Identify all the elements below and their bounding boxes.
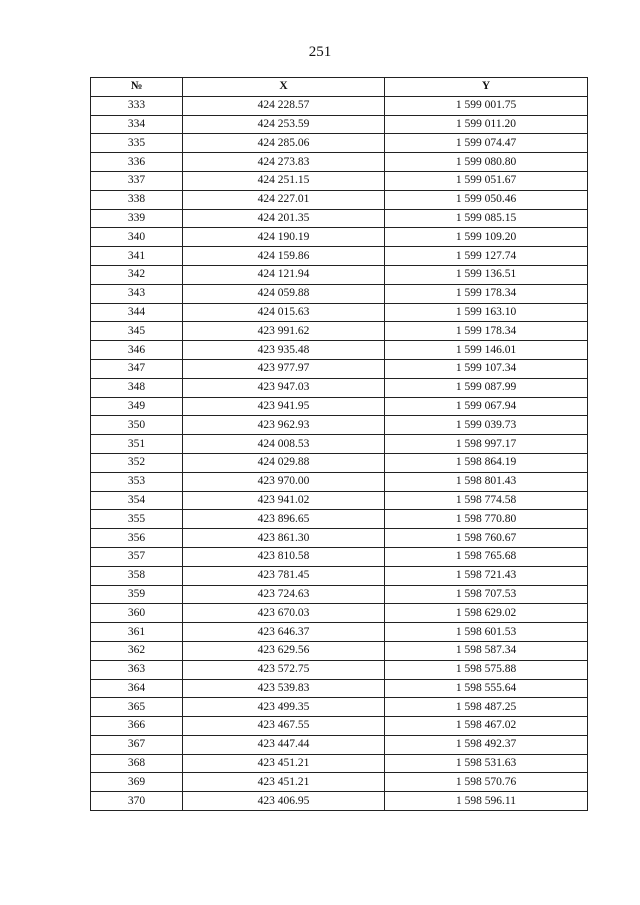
cell-number: 365 [91,698,183,717]
table-row [91,96,588,115]
cell-number: 347 [91,359,183,378]
cell-number: 353 [91,472,183,491]
table-row [91,604,588,623]
cell-number: 360 [91,604,183,623]
cell-x: 423 499.35 [183,698,385,717]
cell-x: 423 724.63 [183,585,385,604]
table-row [91,660,588,679]
cell-x: 423 962.93 [183,416,385,435]
cell-y: 1 599 136.51 [385,265,588,284]
table-row [91,115,588,134]
table-row [91,265,588,284]
cell-number: 368 [91,754,183,773]
cell-y: 1 599 039.73 [385,416,588,435]
cell-number: 341 [91,247,183,266]
cell-y: 1 598 707.53 [385,585,588,604]
cell-number: 370 [91,792,183,811]
cell-y: 1 598 531.63 [385,754,588,773]
cell-y: 1 599 163.10 [385,303,588,322]
table-row [91,641,588,660]
cell-number: 340 [91,228,183,247]
cell-y: 1 598 864.19 [385,453,588,472]
table-row [91,679,588,698]
table-row [91,153,588,172]
cell-number: 348 [91,378,183,397]
table-row [91,322,588,341]
cell-number: 350 [91,416,183,435]
table-row [91,754,588,773]
table-row [91,209,588,228]
cell-x: 423 947.03 [183,378,385,397]
table-row [91,585,588,604]
cell-y: 1 598 555.64 [385,679,588,698]
table-row [91,717,588,736]
cell-x: 423 467.55 [183,717,385,736]
table-row [91,566,588,585]
table-row [91,247,588,266]
cell-number: 355 [91,510,183,529]
cell-y: 1 598 601.53 [385,623,588,642]
cell-number: 345 [91,322,183,341]
cell-x: 424 121.94 [183,265,385,284]
table-row [91,510,588,529]
cell-y: 1 598 570.76 [385,773,588,792]
cell-y: 1 598 587.34 [385,641,588,660]
cell-y: 1 598 765.68 [385,547,588,566]
cell-x: 423 451.21 [183,773,385,792]
cell-x: 423 451.21 [183,754,385,773]
table-row [91,303,588,322]
cell-x: 423 977.97 [183,359,385,378]
cell-x: 423 941.02 [183,491,385,510]
table-row [91,529,588,548]
coordinates-table [90,77,588,811]
cell-number: 363 [91,660,183,679]
cell-number: 358 [91,566,183,585]
cell-x: 423 896.65 [183,510,385,529]
cell-number: 357 [91,547,183,566]
cell-number: 346 [91,341,183,360]
cell-x: 424 159.86 [183,247,385,266]
cell-number: 364 [91,679,183,698]
cell-y: 1 598 575.88 [385,660,588,679]
cell-number: 359 [91,585,183,604]
cell-y: 1 598 721.43 [385,566,588,585]
cell-y: 1 598 629.02 [385,604,588,623]
cell-y: 1 599 146.01 [385,341,588,360]
cell-y: 1 598 760.67 [385,529,588,548]
table-row [91,190,588,209]
cell-x: 424 227.01 [183,190,385,209]
table-row [91,378,588,397]
cell-y: 1 599 080.80 [385,153,588,172]
cell-y: 1 599 067.94 [385,397,588,416]
cell-y: 1 598 467.02 [385,717,588,736]
cell-x: 424 029.88 [183,453,385,472]
cell-number: 349 [91,397,183,416]
column-header-number: № [91,78,183,97]
table-row [91,228,588,247]
table-row [91,453,588,472]
cell-number: 356 [91,529,183,548]
cell-x: 424 285.06 [183,134,385,153]
cell-y: 1 598 774.58 [385,491,588,510]
page-number: 251 [308,44,332,60]
table-row [91,359,588,378]
cell-y: 1 599 051.67 [385,171,588,190]
cell-number: 369 [91,773,183,792]
table-row [91,416,588,435]
cell-x: 423 539.83 [183,679,385,698]
cell-y: 1 599 178.34 [385,284,588,303]
cell-x: 423 935.48 [183,341,385,360]
cell-y: 1 599 107.34 [385,359,588,378]
cell-number: 333 [91,96,183,115]
cell-number: 337 [91,171,183,190]
cell-y: 1 598 801.43 [385,472,588,491]
cell-x: 423 646.37 [183,623,385,642]
cell-y: 1 598 770.80 [385,510,588,529]
cell-x: 423 447.44 [183,735,385,754]
table-row [91,341,588,360]
cell-y: 1 599 178.34 [385,322,588,341]
cell-x: 424 015.63 [183,303,385,322]
cell-number: 334 [91,115,183,134]
cell-x: 424 059.88 [183,284,385,303]
cell-x: 423 970.00 [183,472,385,491]
table-row [91,284,588,303]
cell-x: 423 861.30 [183,529,385,548]
cell-x: 424 253.59 [183,115,385,134]
cell-number: 366 [91,717,183,736]
cell-number: 352 [91,453,183,472]
cell-number: 336 [91,153,183,172]
cell-x: 424 190.19 [183,228,385,247]
cell-number: 361 [91,623,183,642]
table-row [91,735,588,754]
cell-x: 423 406.95 [183,792,385,811]
table-row [91,171,588,190]
cell-x: 423 629.56 [183,641,385,660]
cell-y: 1 598 596.11 [385,792,588,811]
table-row [91,397,588,416]
table-row [91,547,588,566]
cell-number: 351 [91,435,183,454]
cell-x: 423 781.45 [183,566,385,585]
cell-x: 424 008.53 [183,435,385,454]
cell-x: 424 251.15 [183,171,385,190]
table-row [91,698,588,717]
cell-x: 423 572.75 [183,660,385,679]
cell-x: 424 273.83 [183,153,385,172]
column-header-y: Y [385,78,588,97]
cell-y: 1 599 011.20 [385,115,588,134]
cell-y: 1 598 997.17 [385,435,588,454]
column-header-x: X [183,78,385,97]
cell-x: 423 670.03 [183,604,385,623]
cell-y: 1 599 087.99 [385,378,588,397]
table-row [91,773,588,792]
cell-number: 339 [91,209,183,228]
cell-number: 335 [91,134,183,153]
cell-y: 1 599 074.47 [385,134,588,153]
cell-y: 1 599 109.20 [385,228,588,247]
table-row [91,491,588,510]
cell-y: 1 598 492.37 [385,735,588,754]
cell-y: 1 599 127.74 [385,247,588,266]
cell-number: 362 [91,641,183,660]
cell-number: 343 [91,284,183,303]
cell-number: 367 [91,735,183,754]
cell-number: 338 [91,190,183,209]
cell-x: 423 810.58 [183,547,385,566]
cell-x: 424 201.35 [183,209,385,228]
cell-x: 424 228.57 [183,96,385,115]
cell-y: 1 599 050.46 [385,190,588,209]
table-row [91,435,588,454]
table-row [91,134,588,153]
cell-number: 344 [91,303,183,322]
cell-number: 342 [91,265,183,284]
table-row [91,472,588,491]
table-header-row [91,78,588,97]
cell-y: 1 599 085.15 [385,209,588,228]
table-row [91,623,588,642]
cell-y: 1 598 487.25 [385,698,588,717]
cell-y: 1 599 001.75 [385,96,588,115]
cell-number: 354 [91,491,183,510]
table-row [91,792,588,811]
cell-x: 423 941.95 [183,397,385,416]
cell-x: 423 991.62 [183,322,385,341]
